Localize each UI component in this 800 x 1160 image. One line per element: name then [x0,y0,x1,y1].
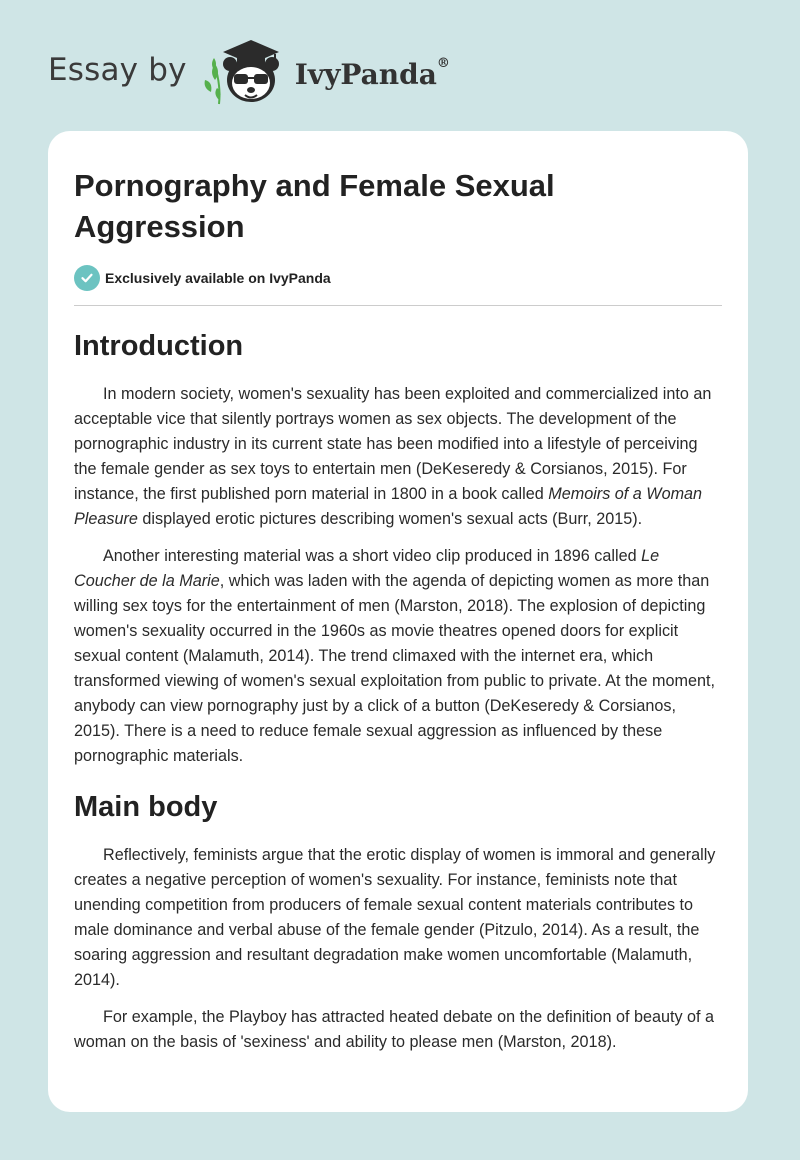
brand-name[interactable] [295,58,450,91]
section-heading-main-body: Main body [74,791,218,823]
page-title: Pornography and Female Sexual Aggression [74,168,555,244]
brand-text: IvyPanda [294,57,437,91]
registered-mark: ® [436,56,450,72]
panda-graduate-icon[interactable] [201,30,291,110]
site-header [48,30,450,110]
title-divider [74,305,722,306]
exclusive-badge [74,265,722,291]
check-circle-icon [74,265,100,291]
film-title: Le Coucher de la Marie [74,547,660,590]
paragraph: In modern society, women's sexuality has been exploited and commercialized into an acceptable vice that silently portrays women as sex objects. The development of the pornographic industry in its current state has been modified into a lifestyle of perceiving the female gender as sex toys to entertain men (DeKeseredy & Corsianos, 2015). For instance, the first published porn material in 1800 in a book called Memoirs of a Woman Pleasure displayed erotic pictures describing women's sexual acts (Burr, 2015). [74,385,712,528]
essay-card [48,131,748,1112]
section-heading-introduction: Introduction [74,330,244,362]
essay-by-label: Essay by [48,52,187,88]
paragraph: For example, the Playboy has attracted heated debate on the definition of beauty of a woman on the basis of 'sexiness' and ability to please men (Marston, 2018). [74,1008,715,1051]
book-title: Memoirs of a Woman Pleasure [74,485,703,528]
paragraph: Another interesting material was a short video clip produced in 1896 called Le Coucher de la Marie, which was laden with the agenda of depicting women as more than willing sex toys for the entertainment of men (Marston, 2018). The explosion of depicting women's sexuality occurred in the 1960s as movie theatres opened doors for explicit sexual content (Malamuth, 2014). The trend climaxed with the internet era, which transformed viewing of women's sexual exploitation from public to private. At the moment, anybody can view pornography just by a click of a button (DeKeseredy & Corsianos, 2015). There is a need to reduce female sexual aggression as influenced by these pornographic materials. [74,547,716,765]
exclusive-badge-text: Exclusively available on IvyPanda [105,270,331,286]
paragraph: Reflectively, feminists argue that the erotic display of women is immoral and generally creates a negative perception of women's sexuality. For instance, feminists note that unending competition from producers of female sexual content materials contributes to male dominance and verbal abuse of the female gender (Pitzulo, 2014). As a result, the soaring aggression and resultant degradation make women uncomfortable (Malamuth, 2014). [74,846,716,989]
